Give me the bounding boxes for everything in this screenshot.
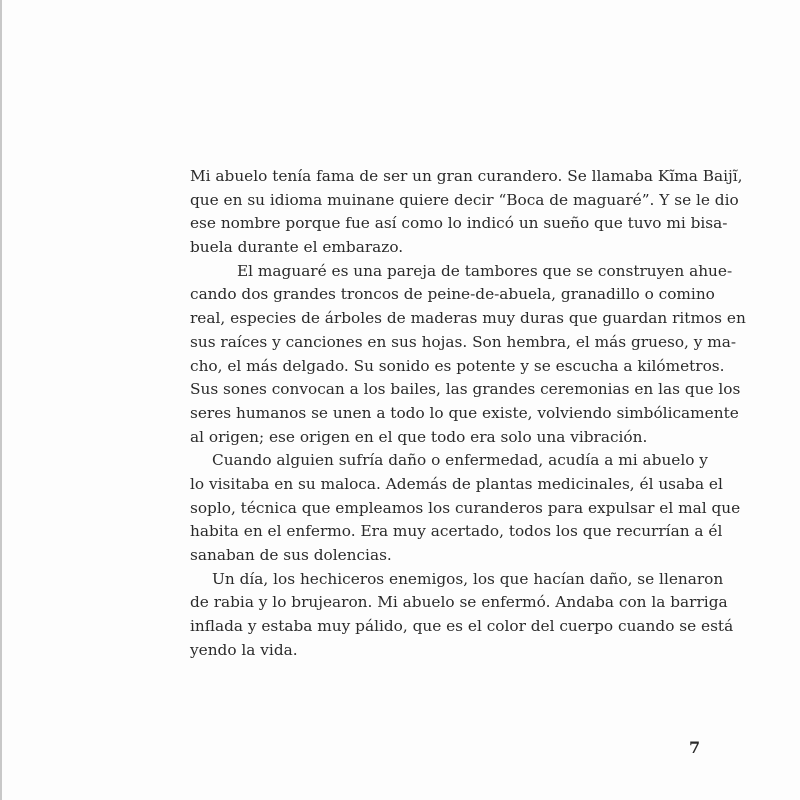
text-line: seres humanos se unen a todo lo que existe, volviendo simbólicamente	[190, 403, 739, 422]
page-number: 7	[689, 738, 701, 757]
text-line: al origen; ese origen en el que todo era solo una vibración.	[190, 427, 648, 446]
text-line: habita en el enfermo. Era muy acertado, todos los que recurrían a él	[190, 522, 723, 541]
text-line: lo visitaba en su maloca. Además de plantas medicinales, él usaba el	[190, 474, 723, 493]
text-line: ese nombre porque fue así como lo indicó un sueño que tuvo mi bisa-	[190, 214, 728, 233]
text-line: de rabia y lo brujearon. Mi abuelo se enfermó. Andaba con la barriga	[190, 593, 728, 612]
body-text	[190, 165, 746, 662]
text-line: cho, el más delgado. Su sonido es potente y se escucha a kilómetros.	[190, 356, 725, 375]
text-line: sus raíces y canciones en sus hojas. Son hembra, el más grueso, y ma-	[190, 332, 737, 351]
text-line: soplo, técnica que empleamos los curanderos para expulsar el mal que	[190, 498, 741, 517]
text-line: buela durante el embarazo.	[190, 238, 404, 257]
text-line: Mi abuelo tenía fama de ser un gran curandero. Se llamaba Kĩma Baijĩ,	[190, 167, 743, 185]
page-edge-divider	[0, 0, 2, 800]
text-line: que en su idioma muinane quiere decir “Boca de maguaré”. Y se le dio	[190, 190, 739, 209]
text-line: cando dos grandes troncos de peine-de-abuela, granadillo o comino	[190, 285, 715, 304]
text-line: yendo la vida.	[190, 640, 298, 659]
text-line: Cuando alguien sufría daño o enfermedad, acudía a mi abuelo y	[212, 451, 708, 470]
text-line: El maguaré es una pareja de tambores que se construyen ahue-	[237, 261, 733, 280]
text-line: sanaban de sus dolencias.	[190, 546, 392, 564]
text-line: Un día, los hechiceros enemigos, los que hacían daño, se llenaron	[212, 569, 724, 588]
text-line: real, especies de árboles de maderas muy duras que guardan ritmos en	[190, 309, 746, 328]
text-line: inflada y estaba muy pálido, que es el color del cuerpo cuando se está	[190, 617, 734, 636]
text-line: Sus sones convocan a los bailes, las grandes ceremonias en las que los	[190, 380, 741, 399]
